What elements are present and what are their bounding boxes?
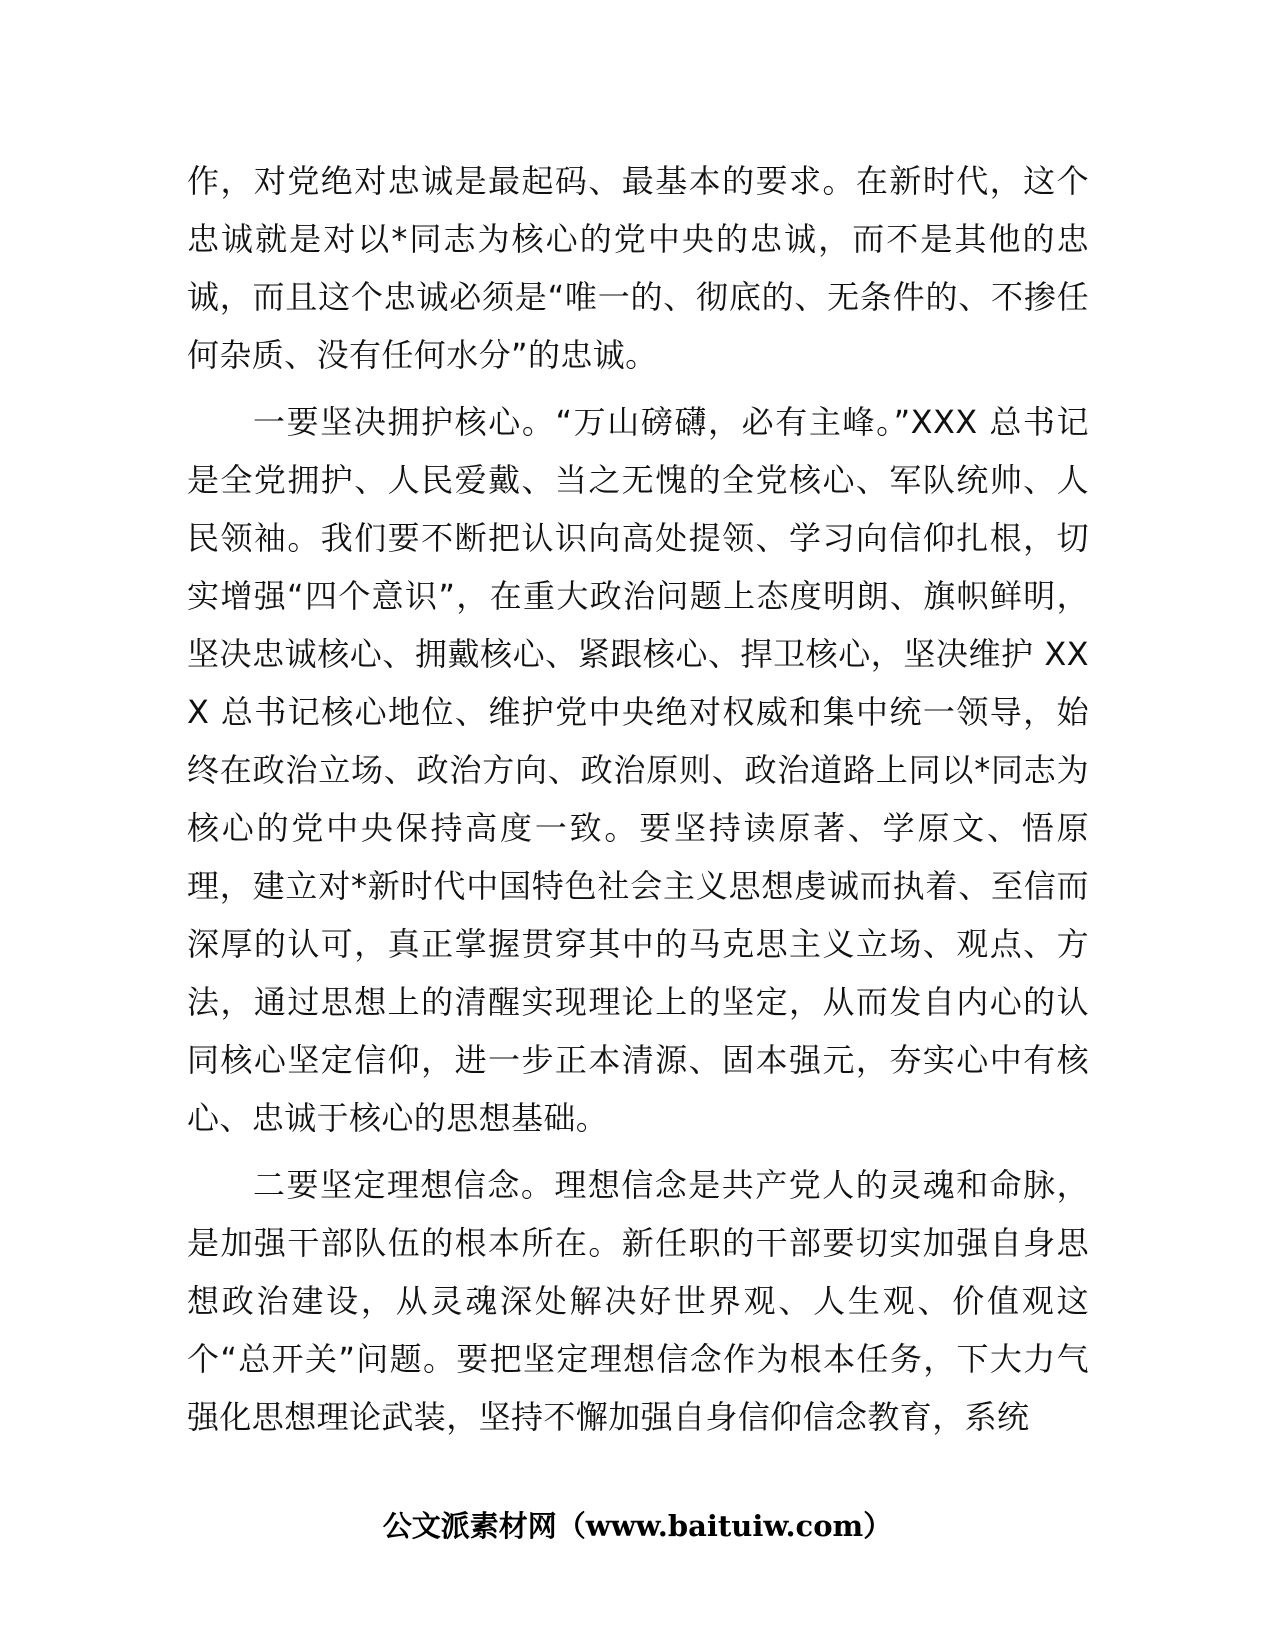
document-body (187, 152, 1089, 1455)
footer-watermark: 公文派素材网（www.baituiw.com） (382, 1509, 893, 1543)
paragraph-uphold-core: 一要坚决拥护核心。“万山磅礴，必有主峰。”XXX 总书记是全党拥护、人民爱戴、当之无愧的全党核心、军队统帅、人民领袖。我们要不断把认识向高处提领、学习向信仰扎根，切实增强“四个意识”，在重大政治问题上态度明朗、旗帜鲜明，坚决忠诚核心、拥戴核心、紧跟核心、捍卫核心，坚决维护 XXX 总书记核心地位、维护党中央绝对权威和集中统一领导，始终在政治立场、政治方向、政治原则、政治道路上同以*同志为核心的党中央保持高度一致。要坚持读原著、学原文、悟原理，建立对*新时代中国特色社会主义思想虔诚而执着、至信而深厚的认可，真正掌握贯穿其中的马克思主义立场、观点、方法，通过思想上的清醒实现理论上的坚定，从而发自内心的认同核心坚定信仰，进一步正本清源、固本强元，夯实心中有核心、忠诚于核心的思想基础。 (187, 403, 1089, 1137)
paragraph-ideals-beliefs: 二要坚定理想信念。理想信念是共产党人的灵魂和命脉，是加强干部队伍的根本所在。新任职的干部要切实加强自身思想政治建设，从灵魂深处解决好世界观、人生观、价值观这个“总开关”问题。要把坚定理想信念作为根本任务，下大力气强化思想理论武装，坚持不懈加强自身信仰信念教育，系统 (187, 1166, 1089, 1436)
paragraph-continuation: 作，对党绝对忠诚是最起码、最基本的要求。在新时代，这个忠诚就是对以*同志为核心的党中央的忠诚，而不是其他的忠诚，而且这个忠诚必须是“唯一的、彻底的、无条件的、不掺任何杂质、没有任何水分”的忠诚。 (187, 162, 1089, 374)
